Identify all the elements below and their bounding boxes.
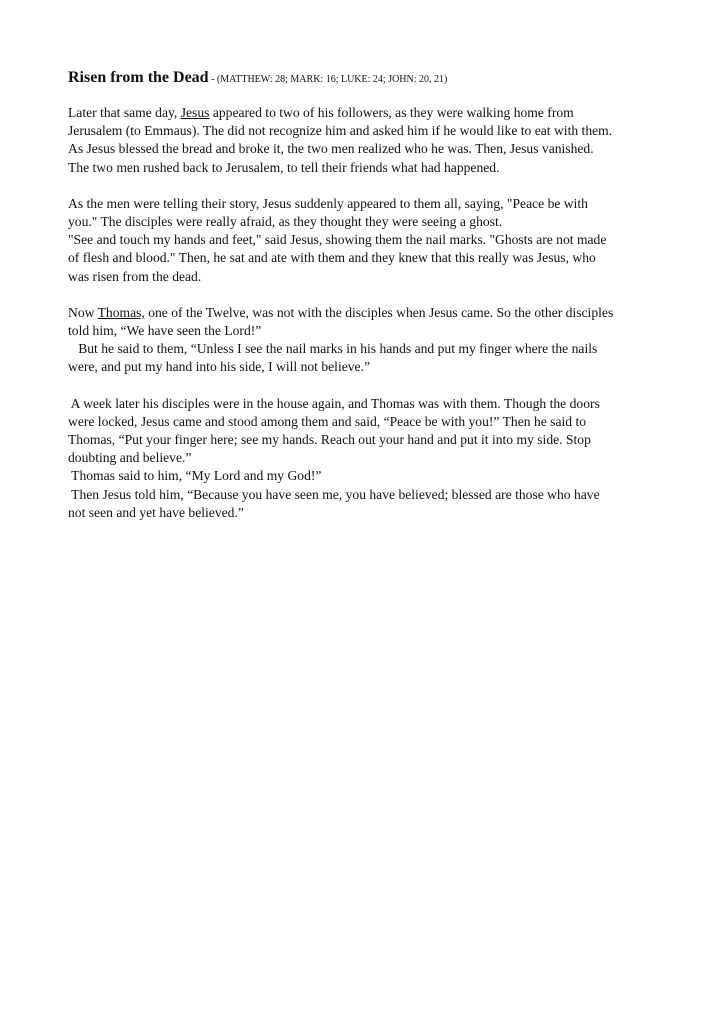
text-segment: appeared to two of his followers, as they were walking home from: [209, 105, 574, 120]
text-line: were, and put my hand into his side, I will not believe.”: [68, 359, 371, 375]
scripture-references: - (MATTHEW: 28; MARK: 16; LUKE: 24; JOHN: 20, 21): [208, 74, 448, 85]
text-line: not seen and yet have believed.”: [68, 504, 244, 520]
text-line: Jerusalem (to Emmaus). The did not recognize him and asked him if he would like to eat with them.: [68, 123, 613, 139]
heading: [68, 66, 668, 92]
text-line: you." The disciples were really afraid, as they thought they were seeing a ghost.: [68, 214, 503, 230]
text-line: [68, 104, 668, 122]
paragraph-emmaus: [68, 104, 668, 177]
text-line: A week later his disciples were in the house again, and Thomas was with them. Though the doors: [68, 395, 600, 411]
text-line: were locked, Jesus came and stood among them and said, “Peace be with you!” Then he said to: [68, 413, 587, 429]
text-line: "See and touch my hands and feet," said Jesus, showing them the nail marks. "Ghosts are not made: [68, 232, 607, 248]
paragraph-thomas: [68, 304, 668, 377]
document-page: [68, 66, 668, 540]
text-segment: Now: [68, 304, 98, 320]
text-line: was risen from the dead.: [68, 268, 202, 284]
text-line: told him, “We have seen the Lord!”: [68, 323, 262, 339]
text-line: [68, 304, 668, 322]
text-line: doubting and believe.”: [68, 450, 192, 466]
page-title: Risen from the Dead: [68, 69, 209, 86]
text-line: Thomas, “Put your finger here; see my hands. Reach out your hand and put it into my side. Stop: [68, 432, 591, 448]
jesus-link[interactable]: Jesus: [180, 105, 210, 120]
text-line: But he said to them, “Unless I see the nail marks in his hands and put my finger where the nails: [68, 341, 598, 357]
thomas-link[interactable]: Thomas,: [97, 304, 145, 320]
text-line: As Jesus blessed the bread and broke it, the two men realized who he was. Then, Jesus vanished.: [68, 141, 594, 157]
text-line: The two men rushed back to Jerusalem, to tell their friends what had happened.: [68, 159, 500, 175]
text-line: Then Jesus told him, “Because you have seen me, you have believed; blessed are those who have: [68, 486, 600, 502]
text-line: Thomas said to him, “My Lord and my God!”: [68, 468, 322, 484]
paragraph-week-later: [68, 395, 668, 522]
paragraph-appearance: [68, 195, 668, 286]
text-segment: one of the Twelve, was not with the disciples when Jesus came. So the other disciples: [144, 304, 614, 320]
text-line: As the men were telling their story, Jesus suddenly appeared to them all, saying, "Peace be with: [68, 195, 588, 211]
text-segment: Later that same day,: [68, 105, 181, 120]
text-line: of flesh and blood." Then, he sat and ate with them and they knew that this really was Jesus, who: [68, 250, 596, 266]
